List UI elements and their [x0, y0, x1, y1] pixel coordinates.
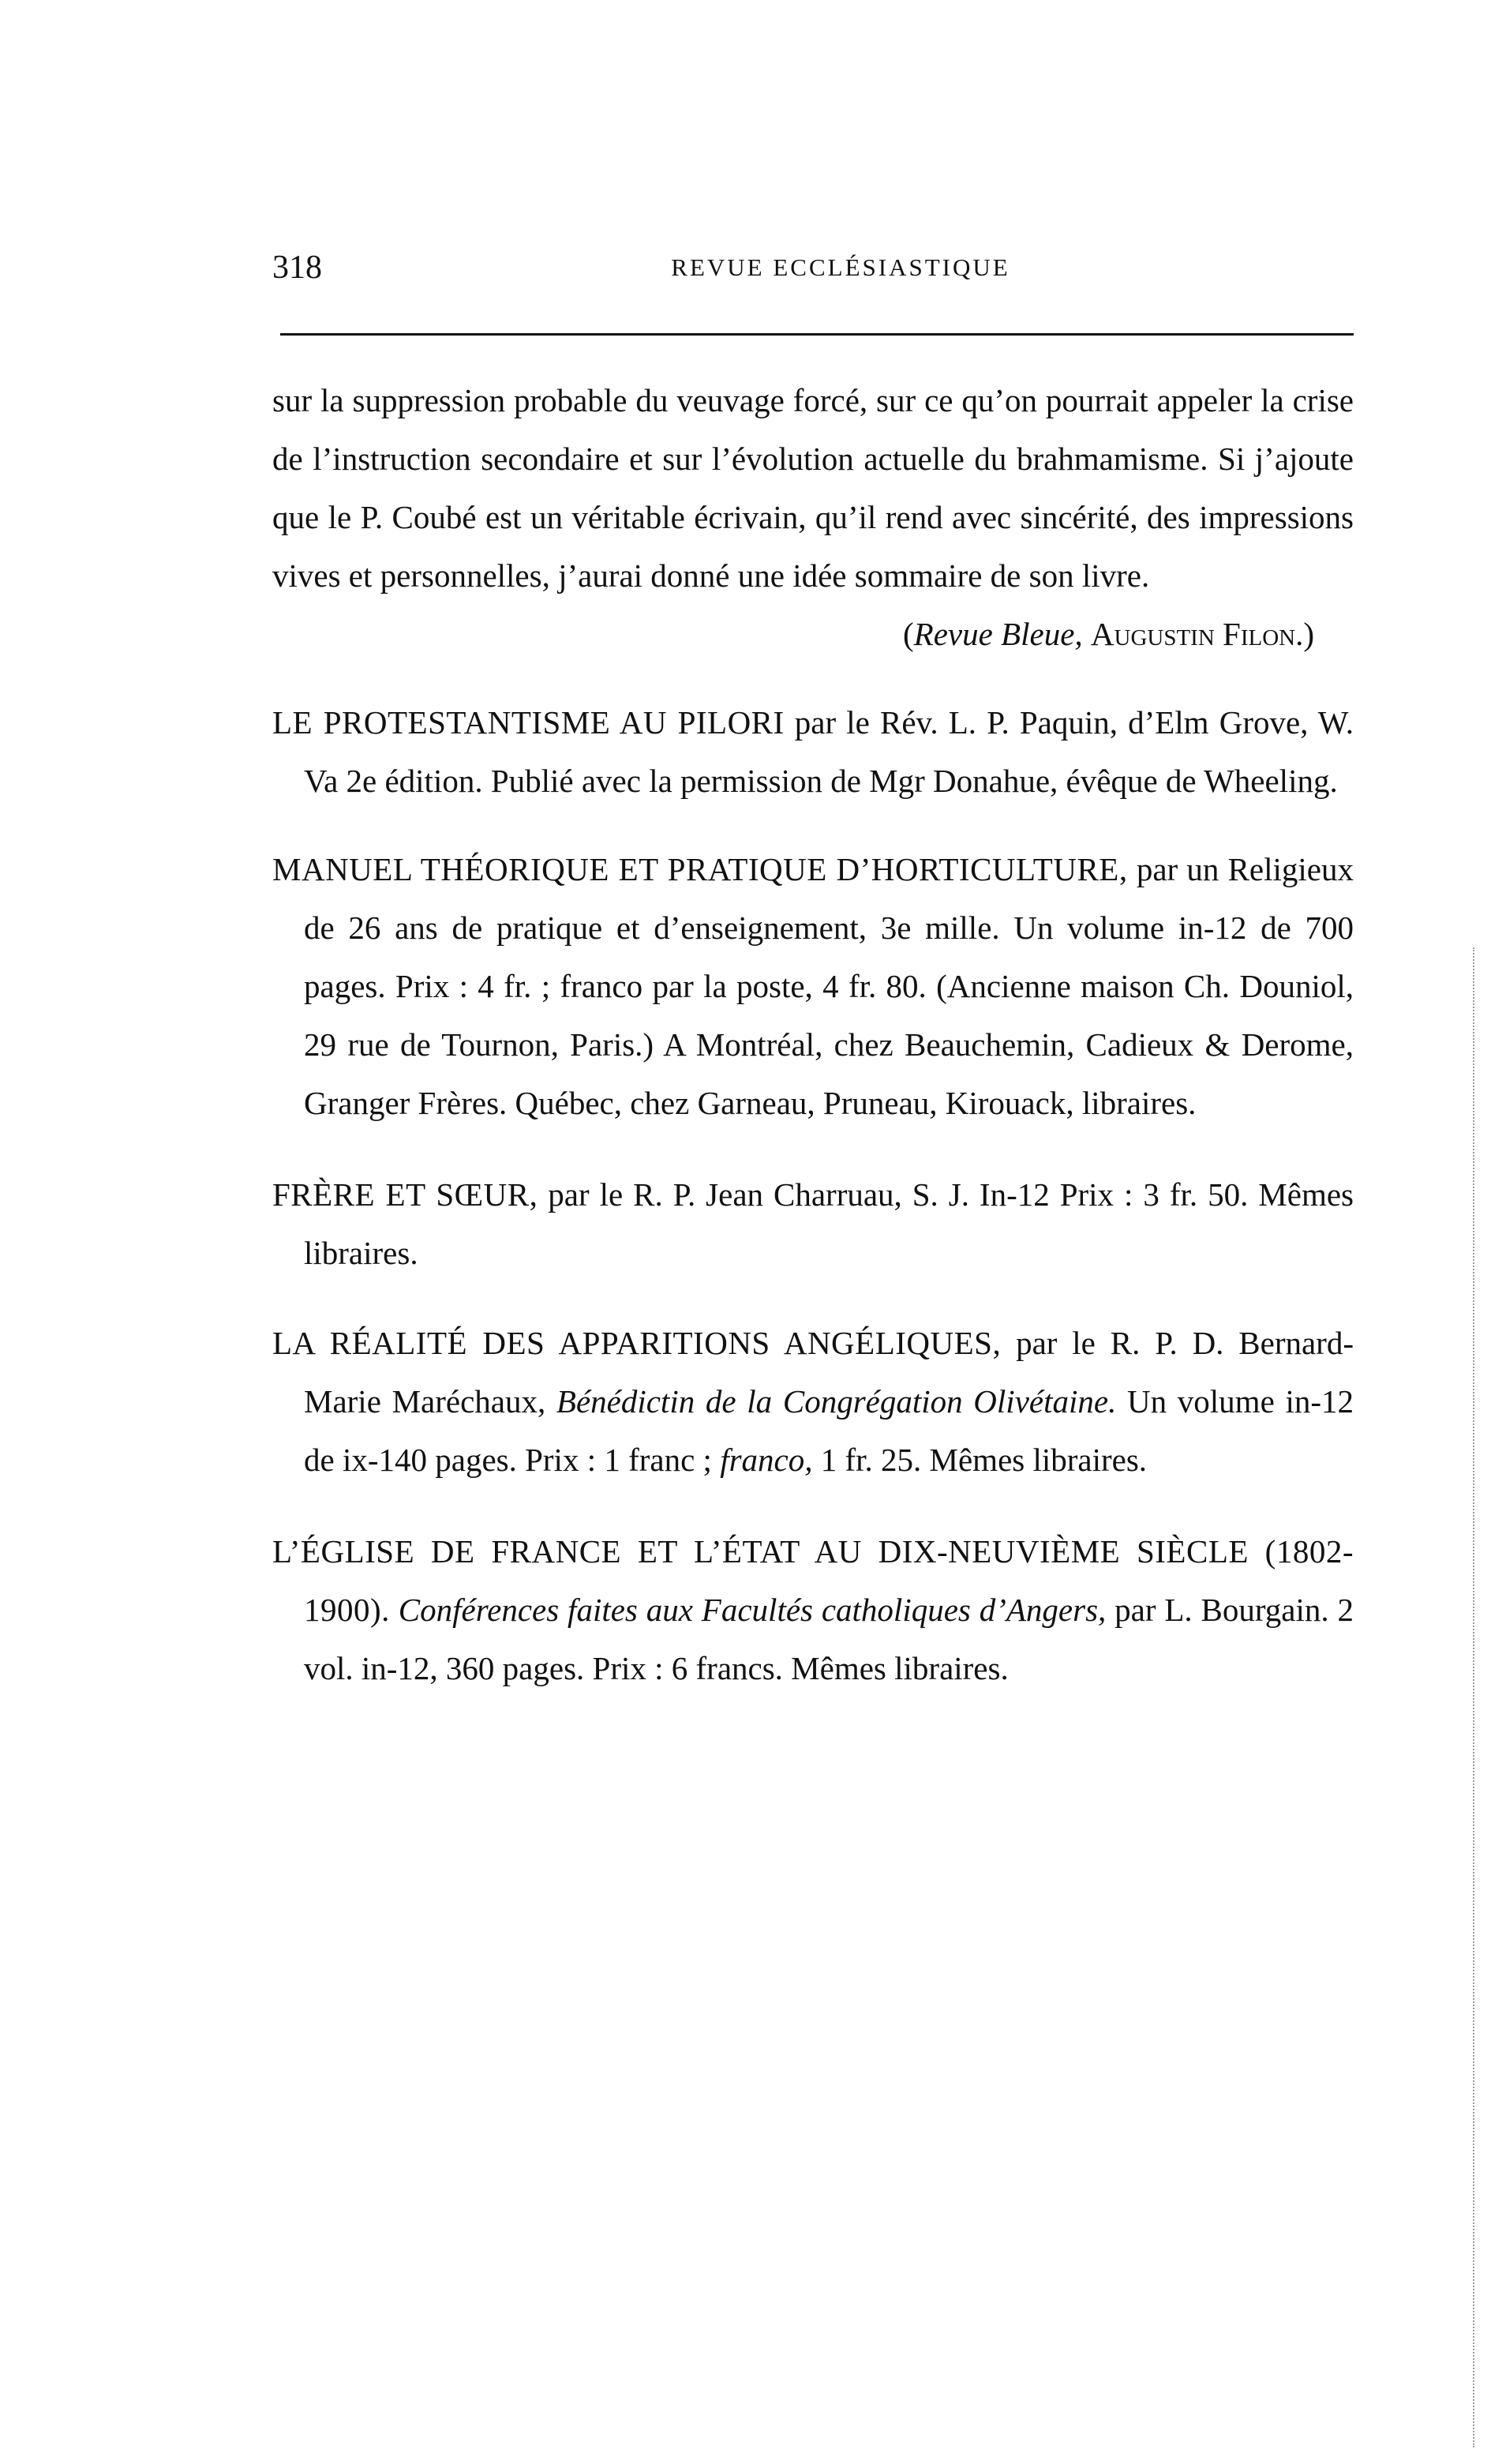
running-head — [272, 249, 1354, 296]
attribution-open: ( — [903, 616, 914, 652]
attribution-close: ) — [1303, 616, 1314, 652]
attribution-source: Revue Bleue, — [913, 616, 1083, 652]
book-entry — [272, 840, 1354, 1132]
book-entry — [272, 693, 1354, 810]
book-title: L’ÉGLISE DE FRANCE ET L’ÉTAT AU DIX-NEUVIÈME SIÈCLE (1802-1900). — [272, 1533, 1354, 1628]
scan-edge-marks — [1473, 947, 1479, 2447]
book-details: par L. Bourgain. 2 vol. in-12, 360 pages. Prix : 6 francs. Mêmes libraires. — [304, 1592, 1354, 1686]
book-details-italic: Bénédictin de la Congrégation Olivétaine. — [556, 1383, 1117, 1420]
review-attribution — [272, 605, 1354, 663]
attribution-author: Augustin Filon. — [1090, 616, 1304, 652]
book-details: 1 fr. 25. Mêmes libraires. — [812, 1442, 1148, 1478]
book-details: par le R. P. D. Bernard-Marie Maréchaux, — [304, 1325, 1354, 1420]
book-title: FRÈRE ET SŒUR, — [272, 1176, 538, 1213]
book-entry — [272, 1522, 1354, 1697]
book-details: par le Rév. L. P. Paquin, d’Elm Grove, W. Va 2e édition. Publié avec la permission de Mgr Donahue, évêque de Wheeling. — [304, 704, 1354, 799]
book-details: par le R. P. Jean Charruau, S. J. In-12 Prix : 3 fr. 50. Mêmes libraires. — [304, 1176, 1354, 1271]
page-number: 318 — [272, 249, 322, 286]
book-title: MANUEL THÉORIQUE ET PRATIQUE D’HORTICULTURE, — [272, 851, 1128, 887]
journal-title: REVUE ECCLÉSIASTIQUE — [671, 253, 1010, 281]
book-details-italic: Conférences faites aux Facultés catholiques d’Angers, — [389, 1592, 1107, 1628]
book-details-italic: franco, — [720, 1442, 813, 1478]
book-details: par un Religieux de 26 ans de pratique et d’enseignement, 3e mille. Un volume in-12 de 700 pages. Prix : 4 fr. ; franco par la poste, 4 fr. 80. (Ancienne maison Ch. Douniol, 29 rue de Tournon, Paris.) A Montréal, chez Beauchemin, Cadieux & Derome, Granger Frères. Québec, chez Garneau, Pruneau, Kirouack, libraires. — [304, 851, 1354, 1121]
book-entry — [272, 1165, 1354, 1282]
book-entry — [272, 1314, 1354, 1489]
book-title: LE PROTESTANTISME AU PILORI — [272, 704, 785, 741]
book-title: LA RÉALITÉ DES APPARITIONS ANGÉLIQUES, — [272, 1325, 1002, 1361]
body-text — [272, 371, 1354, 1697]
header-rule — [280, 333, 1354, 336]
review-paragraph: sur la suppression probable du veuvage forcé, sur ce qu’on pourrait appeler la crise de l’instruction secondaire et sur l’évolution actuelle du brahmamisme. Si j’ajoute que le P. Coubé est un véritable écrivain, qu’il rend avec sincérité, des impressions vives et personnelles, j’aurai donné une idée sommaire de son livre. — [272, 382, 1354, 594]
book-details: Un volume in-12 de ix-140 pages. Prix : 1 franc ; — [304, 1383, 1354, 1478]
